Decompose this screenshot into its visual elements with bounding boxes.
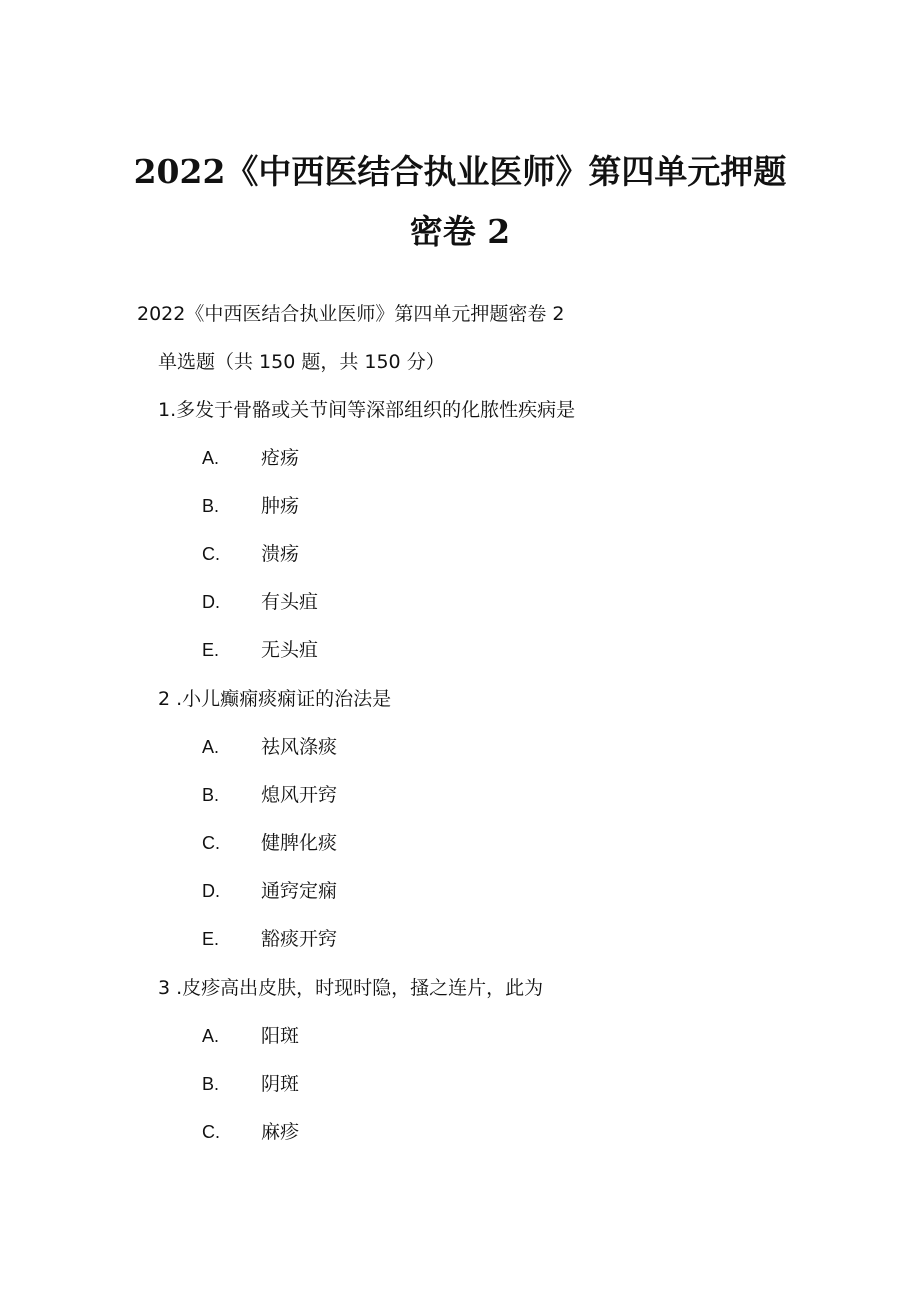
option-letter: A. [202, 1026, 220, 1046]
option-letter: B. [202, 1074, 220, 1094]
option-text: 祛风涤痰 [261, 736, 338, 758]
option-letter: C. [202, 544, 220, 564]
title-line-2: 密卷 2 [409, 212, 511, 251]
option-letter: D. [202, 592, 220, 612]
option-letter: D. [202, 881, 220, 901]
option-text: 麻疹 [261, 1121, 300, 1143]
option-letter: A. [202, 448, 220, 468]
option-letter: B. [202, 496, 220, 516]
question-text: 皮疹高出皮肤，时现时隐，搔之连片，此为 [182, 977, 544, 999]
question-1 [158, 396, 575, 424]
option-letter: C. [202, 833, 220, 853]
question-number: 2 . [158, 688, 183, 710]
section-heading: 单选题（共 150 题，共 150 分） [158, 351, 445, 373]
option-text: 阳斑 [261, 1025, 300, 1047]
question-text: 小儿癫痫痰痫证的治法是 [182, 688, 392, 710]
option-text: 健脾化痰 [261, 832, 338, 854]
option-letter: C. [202, 1122, 220, 1142]
question-2 [158, 685, 391, 713]
option-text: 通窍定痫 [261, 880, 338, 902]
option-text: 豁痰开窍 [261, 928, 338, 950]
question-number: 3 . [158, 977, 183, 999]
option-text: 阴斑 [261, 1073, 300, 1095]
option-text: 疮疡 [261, 447, 300, 469]
option-text: 肿疡 [261, 495, 300, 517]
question-3 [158, 974, 543, 1002]
question-number: 1. [158, 399, 177, 421]
option-text: 溃疡 [261, 543, 300, 565]
option-text: 熄风开窍 [261, 784, 338, 806]
option-letter: E. [202, 929, 220, 949]
document-title [90, 142, 830, 262]
option-letter: E. [202, 640, 220, 660]
option-letter: A. [202, 737, 220, 757]
document-subtitle: 2022《中西医结合执业医师》第四单元押题密卷 2 [137, 303, 565, 325]
question-text: 多发于骨骼或关节间等深部组织的化脓性疾病是 [176, 399, 576, 421]
option-text: 无头疽 [261, 639, 319, 661]
option-letter: B. [202, 785, 220, 805]
option-text: 有头疽 [261, 591, 319, 613]
title-line-1: 2022《中西医结合执业医师》第四单元押题 [133, 152, 787, 191]
